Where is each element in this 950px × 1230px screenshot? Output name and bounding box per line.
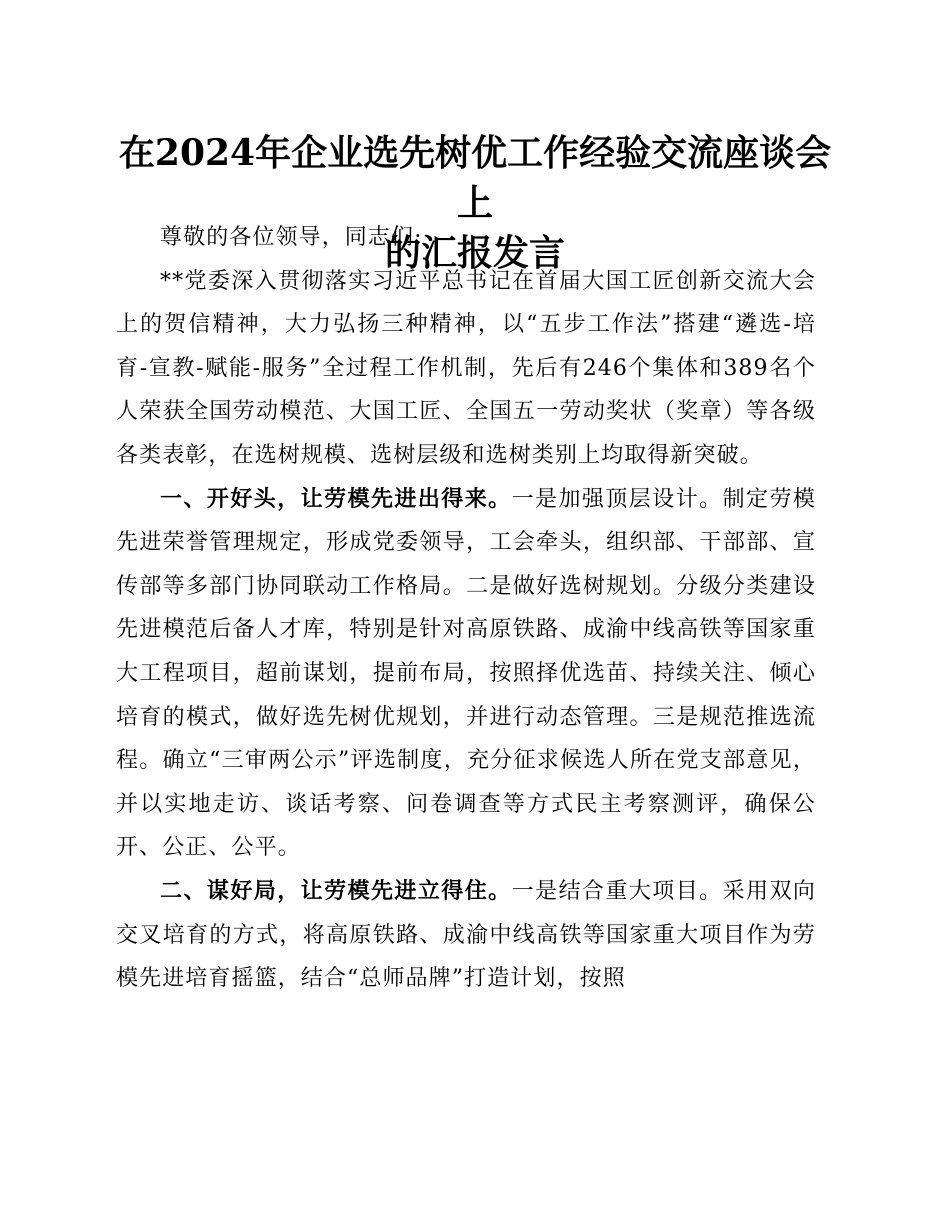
salutation-paragraph: 尊敬的各位领导，同志们: [160, 225, 423, 250]
section-2-heading: 二、谋好局，让劳模先进立得住。 [160, 878, 512, 904]
document-body [116, 216, 816, 1001]
section-1-paragraph [116, 478, 816, 870]
section-1-text: 一是加强顶层设计。制定劳模先进荣誉管理规定，形成党委领导，工会牵头，组织部、干部部、宣传部等多部门协同联动工作格局。二是做好选树规划。分级分类建设先进模范后备人才库，特别是针对高原铁路、成渝中线高铁等国家重大工程项目，超前谋划，提前布局，按照择优选苗、持续关注、倾心培育的模式，做好选先树优规划，并进行动态管理。三是规范推选流程。确立“三审两公示”评选制度，充分征求候选人所在党支部意见，并以实地走访、谈话考察、问卷调查等方式民主考察测评，确保公开、公正、公平。 [116, 486, 816, 861]
section-2-text: 一是结合重大项目。采用双向交叉培育的方式，将高原铁路、成渝中线高铁等国家重大项目作为劳模先进培育摇篮，结合“总师品牌”打造计划，按照 [116, 878, 816, 992]
section-1-heading: 一、开好头，让劳模先进出得来。 [160, 486, 512, 512]
section-2-paragraph [116, 870, 816, 1001]
title-line-1: 在2024年企业选先树优工作经验交流座谈会上 [118, 132, 832, 224]
title-line-2: 的汇报发言 [384, 232, 565, 274]
intro-paragraph: **党委深入贯彻落实习近平总书记在首届大国工匠创新交流大会上的贺信精神，大力弘扬三种精神，以“五步工作法”搭建“遴选-培育-宣教-赋能-服务”全过程工作机制，先后有246个集体和389名个人荣获全国劳动模范、大国工匠、全国五一劳动奖状（奖章）等各级各类表彰，在选树规模、选树层级和选树类别上均取得新突破。 [116, 268, 816, 468]
